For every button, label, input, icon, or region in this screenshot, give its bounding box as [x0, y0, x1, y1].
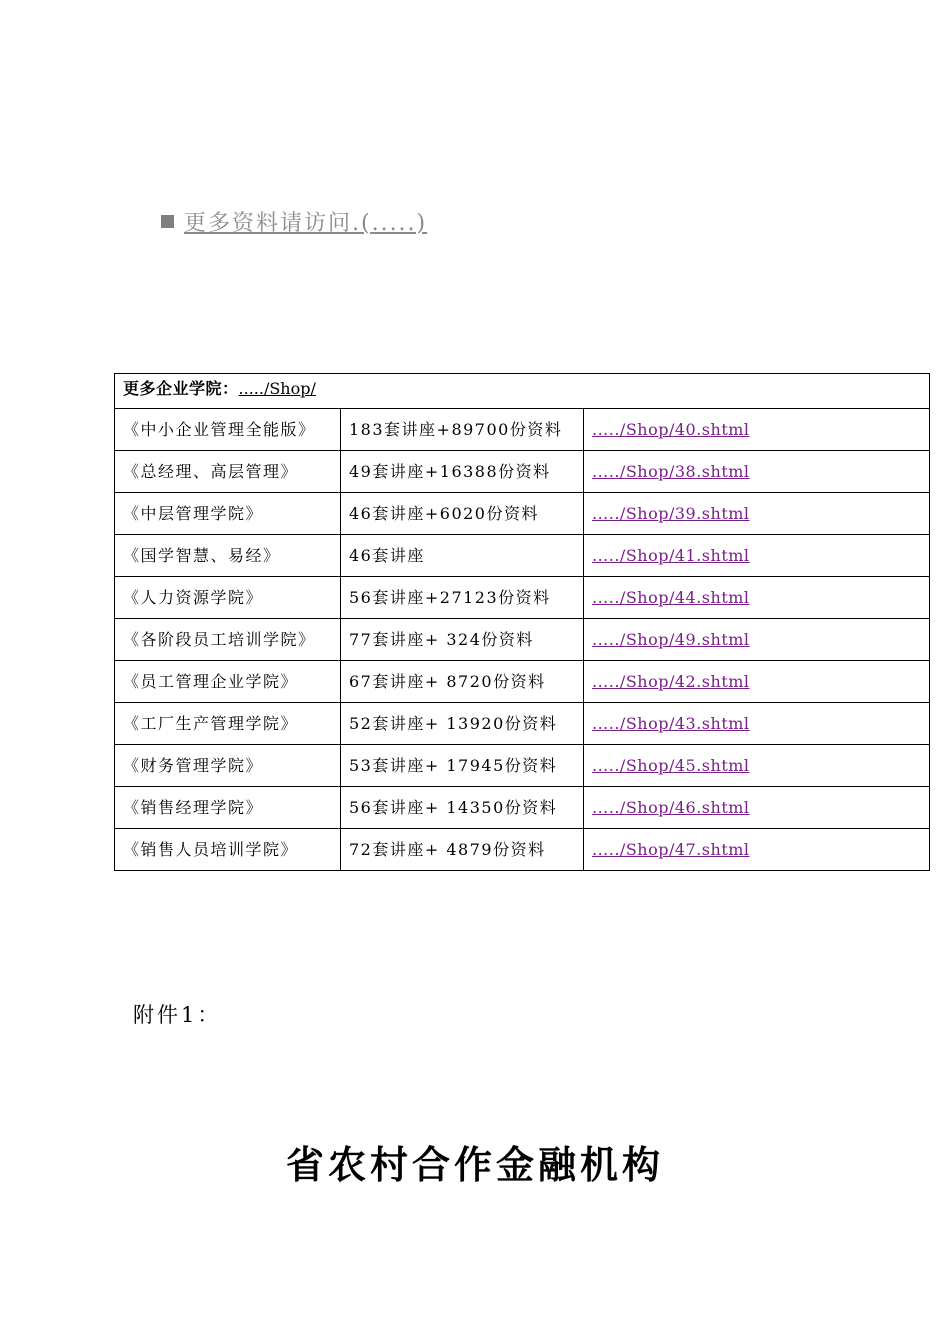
- academy-link-cell: [584, 577, 930, 619]
- academy-content: 56套讲座+ 14350份资料: [341, 787, 584, 829]
- square-bullet-icon: [161, 215, 174, 228]
- academy-link[interactable]: ...../Shop/39.shtml: [592, 504, 750, 523]
- academy-name: 《工厂生产管理学院》: [115, 703, 341, 745]
- academy-content: 52套讲座+ 13920份资料: [341, 703, 584, 745]
- table-row: [115, 493, 930, 535]
- academy-link-cell: [584, 703, 930, 745]
- table-row: [115, 451, 930, 493]
- academy-name: 《销售人员培训学院》: [115, 829, 341, 871]
- academy-name: 《国学智慧、易经》: [115, 535, 341, 577]
- academy-name: 《中层管理学院》: [115, 493, 341, 535]
- academy-name: 《各阶段员工培训学院》: [115, 619, 341, 661]
- table-header-row: [115, 374, 930, 409]
- table-row: [115, 787, 930, 829]
- academy-link-cell: [584, 409, 930, 451]
- academy-content: 77套讲座+ 324份资料: [341, 619, 584, 661]
- more-resources-link[interactable]: 更多资料请访问.(.....): [184, 211, 428, 236]
- academy-link[interactable]: ...../Shop/41.shtml: [592, 546, 750, 565]
- academy-catalog-table: [114, 373, 930, 871]
- table-row: [115, 703, 930, 745]
- academy-content: 72套讲座+ 4879份资料: [341, 829, 584, 871]
- table-row: [115, 577, 930, 619]
- academy-name: 《中小企业管理全能版》: [115, 409, 341, 451]
- academy-name: 《财务管理学院》: [115, 745, 341, 787]
- academy-content: 53套讲座+ 17945份资料: [341, 745, 584, 787]
- academy-content: 183套讲座+89700份资料: [341, 409, 584, 451]
- academy-link[interactable]: ...../Shop/38.shtml: [592, 462, 750, 481]
- academy-link[interactable]: ...../Shop/49.shtml: [592, 630, 750, 649]
- academy-link-cell: [584, 661, 930, 703]
- header-label: 更多企业学院：: [123, 379, 239, 398]
- academy-link-cell: [584, 787, 930, 829]
- academy-link[interactable]: ...../Shop/44.shtml: [592, 588, 750, 607]
- academy-link[interactable]: ...../Shop/47.shtml: [592, 840, 750, 859]
- academy-name: 《员工管理企业学院》: [115, 661, 341, 703]
- top-link-row: [161, 206, 427, 237]
- table-row: [115, 409, 930, 451]
- academy-link[interactable]: ...../Shop/46.shtml: [592, 798, 750, 817]
- academy-link[interactable]: ...../Shop/43.shtml: [592, 714, 750, 733]
- academy-link[interactable]: ...../Shop/40.shtml: [592, 420, 750, 439]
- document-title: 省农村合作金融机构: [285, 1142, 664, 1187]
- academy-content: 46套讲座+6020份资料: [341, 493, 584, 535]
- academy-link[interactable]: ...../Shop/45.shtml: [592, 756, 750, 775]
- table-header-cell: [115, 374, 930, 409]
- academy-content: 49套讲座+16388份资料: [341, 451, 584, 493]
- academy-name: 《总经理、高层管理》: [115, 451, 341, 493]
- table-row: [115, 535, 930, 577]
- table-row: [115, 661, 930, 703]
- academy-link-cell: [584, 619, 930, 661]
- academy-link-cell: [584, 493, 930, 535]
- academy-link-cell: [584, 745, 930, 787]
- academy-link-cell: [584, 535, 930, 577]
- academy-name: 《人力资源学院》: [115, 577, 341, 619]
- academy-name: 《销售经理学院》: [115, 787, 341, 829]
- academy-content: 46套讲座: [341, 535, 584, 577]
- academy-link-cell: [584, 451, 930, 493]
- table-row: [115, 745, 930, 787]
- academy-link[interactable]: ...../Shop/42.shtml: [592, 672, 750, 691]
- shop-link[interactable]: ...../Shop/: [238, 379, 316, 398]
- academy-link-cell: [584, 829, 930, 871]
- table-row: [115, 619, 930, 661]
- table-row: [115, 829, 930, 871]
- academy-content: 56套讲座+27123份资料: [341, 577, 584, 619]
- academy-content: 67套讲座+ 8720份资料: [341, 661, 584, 703]
- attachment-label: 附件1：: [133, 1003, 222, 1027]
